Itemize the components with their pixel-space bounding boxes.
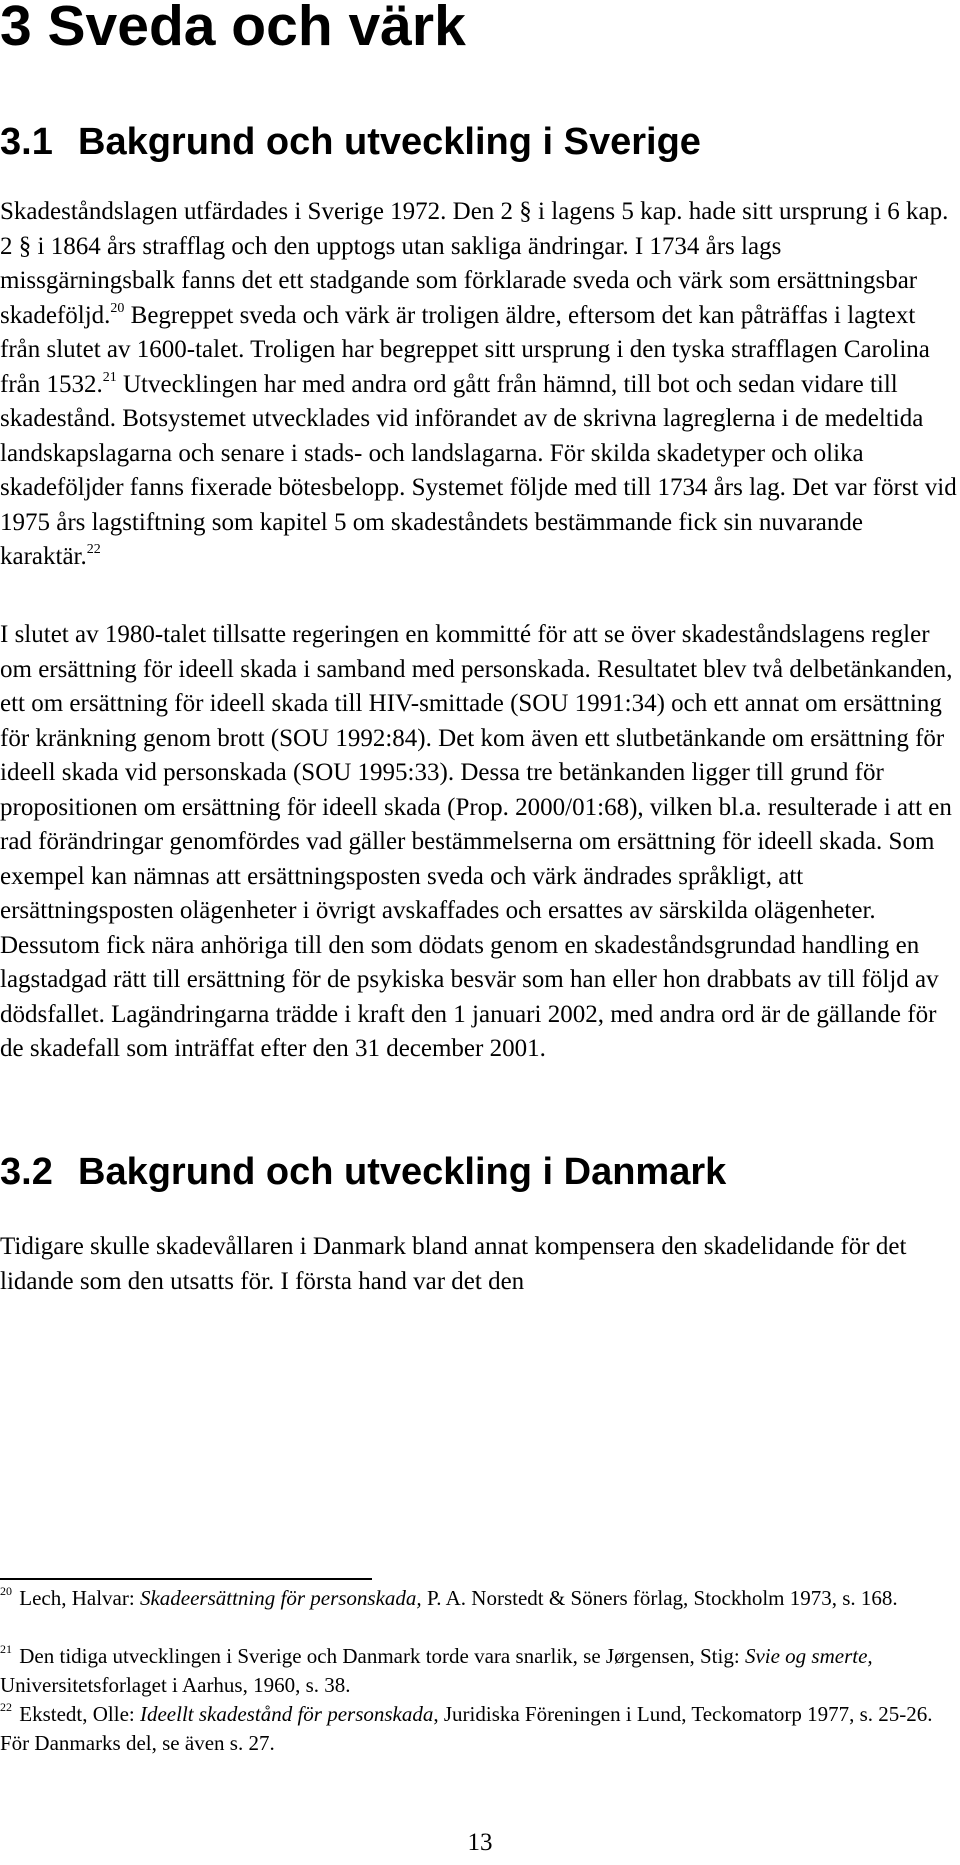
footnote-title: Skadeersättning för personskada,: [139, 1586, 422, 1610]
footnote-22: [0, 1700, 958, 1758]
footnote-text: Universitetsforlaget i Aarhus, 1960, s. 38.: [0, 1673, 351, 1697]
paragraph-text: Begreppet sveda och värk är troligen äldre, eftersom det kan påträffas i lagtext från slutet av 1600-talet. Troligen har begreppet sitt ursprung i den tyska strafflagen Carolina från 1532.: [0, 301, 930, 398]
footnote-number: 20: [0, 1584, 12, 1598]
footnote-text: Den tidiga utvecklingen i Sverige och Danmark torde vara snarlik, se Jørgensen, Stig:: [14, 1644, 745, 1668]
section-heading-3-2: [0, 1150, 726, 1194]
section-heading-3-1: [0, 120, 701, 164]
footnote-number: 22: [0, 1700, 12, 1714]
footnote-ref-22: 22: [86, 542, 101, 557]
section-title: Bakgrund och utveckling i Sverige: [78, 121, 701, 163]
footnote-20: [0, 1584, 958, 1613]
paragraph-reform-1980s: I slutet av 1980-talet tillsatte regeringen en kommitté för att se över skadeståndslagens regler om ersättning för ideell skada i samband med personskada. Resultatet blev två delbetänkanden, ett om ersättning för ideell skada till HIV-smittade (SOU 1991:34) och ett annat om ersättning för kränkning genom brott (SOU 1992:84). Det kom även ett slutbetänkande om ersättning för ideell skada vid personskada (SOU 1995:33). Dessa tre betänkanden ligger till grund för propositionen om ersättning för ideell skada (Prop. 2000/01:68), vilken bl.a. resulterade i att en rad förändringar genomfördes vad gäller bestämmelserna om ersättning för ideell skada. Som exempel kan nämnas att ersättningsposten sveda och värk ändrades språkligt, att ersättningsposten olägenheter i övrigt avskaffades och ersattes av särskilda olägenheter. Dessutom fick nära anhöriga till den som dödats genom en skadeståndsgrundad handling en lagstadgad rätt till ersättning för de psykiska besvär som han eller hon drabbats av till följd av dödsfallet. Lagändringarna trädde i kraft den 1 januari 2002, med andra ord är de gällande för de skadefall som inträffat efter den 31 december 2001.: [0, 621, 953, 1062]
section-number: 3.2: [0, 1151, 53, 1193]
footnote-text: , Juridiska Föreningen i Lund, Teckomatorp 1977, s. 25-26. För Danmarks del, se även s. 27.: [0, 1702, 933, 1755]
section-number: 3.1: [0, 121, 53, 163]
footnote-title: Svie og smerte,: [744, 1644, 873, 1668]
paragraph-history-sweden: [0, 195, 958, 575]
footnote-number: 21: [0, 1642, 12, 1656]
footnote-text: P. A. Norstedt & Söners förlag, Stockholm 1973, s. 168.: [421, 1586, 898, 1610]
paragraph-history-denmark: Tidigare skulle skadevållaren i Danmark bland annat kompensera den skadelidande för det lidande som den utsatts för. I första hand var det den: [0, 1233, 907, 1295]
page-number: 13: [467, 1829, 493, 1856]
section-title: Bakgrund och utveckling i Danmark: [78, 1151, 727, 1193]
footnote-ref-20: 20: [110, 300, 125, 316]
paragraph-text: Utvecklingen har med andra ord gått från hämnd, till bot och sedan vidare till skadestånd. Botsystemet utvecklades vid införandet av de skrivna lagreglerna i de medeltida landskapslagarna och senare i stads- och landslagarna. För skilda skadetyper och olika skadeföljder fanns fixerade bötesbelopp. Systemet följde med till 1734 års lag. Det var först vid 1975 års lagstiftning som kapitel 5 om skadeståndets bestämmande fick sin nuvarande karaktär.: [0, 370, 957, 570]
footnote-separator: [0, 1578, 372, 1580]
chapter-title: 3 Sveda och värk: [0, 0, 466, 58]
paragraph-text: Skadeståndslagen utfärdades i Sverige 1972. Den 2 § i lagens 5 kap. hade sitt ursprung i 6 kap. 2 § i 1864 års strafflag och den upptogs utan sakliga ändringar. I 1734 års lags missgärningsbalk fanns det ett stadgande som förklarade sveda och värk som ersättningsbar skadeföljd.: [0, 198, 949, 329]
footnote-title: Ideellt skadestånd för personskada: [139, 1702, 434, 1726]
footnote-ref-21: 21: [102, 369, 117, 385]
footnote-21: [0, 1642, 958, 1700]
footnote-text: Ekstedt, Olle:: [14, 1702, 140, 1726]
footnote-text: Lech, Halvar:: [14, 1586, 140, 1610]
